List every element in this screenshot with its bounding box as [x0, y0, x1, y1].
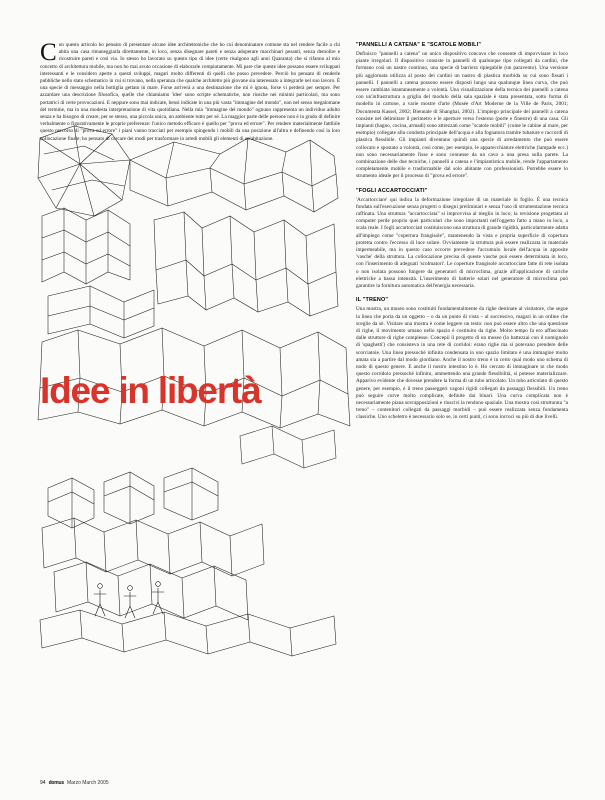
- section-body-treno: Una mostra, un museo sono costituiti fondamentalmente da righe destinate al visitatore, che segue la linea che porta da un oggetto – o da un punto di vista – al successivo, magari in un ordine che sceglie da sé. Visitare una mostra è come leggere un testo: non può essere altro che una questione di righe, il movimento umano nello spazio è costituito da righe. Molto tempo fa ero affascinato dalle strutture di righe complesse. Concepii il progetto di un museo (lo battezzai con il nomignolo di 'spaghetti') che consisteva in una rete di corridoi: erano righe ma si potevano prendere delle scorciatoie. Una linea pressoché infinita condensata in uno spazio limitato è una immagine molto amata sia a partire dal modo giordiano. Anche il nostro treno è in certo qual modo uno schema di nodo di questo genere. E anche il nostro intestino lo è. Ho cercato di immaginare in che modo questo corridoio pressoché infinito, ammettendo una grande flessibilità, si potesse materializzare. Apparivo evidente che dovesse prendere la forma di un tubo articolato. Un tubo articolato di questo genere, per esempio, è il treno passeggeri vagoni rigidi collegati da passaggi flessibili. Un treno può seguire curve molto complicate, definite dai binari. Una curva complicata non è necessariamente piana sovrapposizioni e riuscivi la rendono spaziale. Una mostra così strutturata "a treno" – contenitori collegati da passaggi morbidi – può essere realizzata senza fondamenta classiche. Uno scheletro è necessario solo se, in certi punti, ci sono incroci su più di due livelli.: [356, 306, 568, 421]
- issue-date: Marzo March 2005: [66, 780, 109, 786]
- section-body-fogli: 'Accartocciare' qui indica la deformazione irregolare di un materiale in foglio. È una tecnica fondata sull'esecuzione senza progetti o disegni preliminari e senza l'uso di strumentazione tecnica raffinata. Una struttura "accartocciata" si improvvisa al meglio in loco; la revisione progettata al computer perde proprio quei particolari che sono importanti nell'oggetto fatto a mano in loco, a scala reale. I fogli accartocciati costituiscono una struttura di grande rigidità, particolarmente adatta all'impiego come "copertura frangisole", mantenendo la vista e propria superficie di copertura protetta contro l'eccesso di luce solare. Ovviamente la struttura può essere realizzata in materiale impermeabile, ma in questo caso occorre prevedere l'accumulo locale dell'acqua in apposite 'vasche' della struttura. La collocazione precisa di queste vasche può essere determinata in loco, con l'inserimento di adeguati 'scolmatori'. Le coperture frangisole accartocciate fatte di rete isolata o non isolata possono fungere da generatori di microclima, grazie all'applicazione di cariche elettriche a bassa intensità. L'inserimento di batterie solari nel generatore di microclima può garantire la fornitura automatica dell'energia necessaria.: [356, 196, 568, 290]
- drop-cap: C: [40, 39, 57, 66]
- section-body-pannelli: Definisco "pannelli a catena" un unico dispositivo concavo che consente di impovvisare in loco piante irregolari. Il dispositivo consiste in pannelli di qualunque tipo collegati da cardini, che formano così un nastro continuo, una specie di barriera ripiegabile (un paravento). Una versione più aggiornata utilizza al posto dei cardini un nastro di plastica morbida su cui sono fissati i pannelli. I pannelli a catena possono essere disposti lungo una qualunque linea curva, che può essere cambiata istantaneamente a volontà. Una visualizzazione della tecnica dei pannelli a catena con un'infrastruttura a griglia del modulo della sala spaziale è stata presentata, sotto forma di modello in cartone, a varie mostre d'arte (Musée d'Art Moderne de la Ville de Paris, 2001; Documenta Kassel, 2002; Biennale di Shanghai, 2002). L'impiego principale dei pannelli a catena consiste nel delimitare il perimetro e le aperture verso l'esterno (porte e finestre) di una casa. Gli impianti (bagno, cucina, armadi) sono attrezzati come "scatole mobili" (come le cabine al mare, per esempio) collegate alla condotta principale dell'acqua e alla fognatura tramite tubature e raccordi di plastica flessibile. Gli impianti diventano quindi una specie di arredamento che può essere collocato e spostato a volontà, così come, per esempio, le apparecchiature elettriche (lampade ecc.) non sono necessariamente fisse e sono connesse da un cavo a una presa sulla parete. La combinazione delle due tecniche, i pannelli a catena e l'impiantistica mobile, rende l'appartamento completamente mobile e trasformabile dal solo abitante con professionisti. Potrebbe essere lo strumento ideale per il processo di "prova ed errore".: [356, 51, 568, 180]
- right-column: [356, 42, 568, 426]
- folio-number: 94: [40, 780, 46, 786]
- section-heading-fogli: "FOGLI ACCARTOCCIATI": [356, 187, 428, 194]
- section-heading-treno: IL "TRENO": [356, 297, 389, 304]
- page-title: Idee in libertà: [40, 370, 261, 411]
- page-footer: [40, 780, 109, 786]
- left-intro-text: on questo articolo ho pensato di presentare alcune idee architettoniche che ho cui denominatore comune sta nel rendere facile a chi abita una casa rimaneggiarla direttamente, in loco, senza disegnare pareti e senza adoperare macchinari pesanti, senza demolire e ricostruire pareti e così via. Io stesso ho lavorato su questo tipo di idee (certe risalgono agli anni Quaranta) che si rifanno al mio concetto di architettura mobile, ma non ho mai avuto occasione di elaborarle compiutamente. Mi pare che queste idee possano essere sviluppati interessanti e le considero aperte a questi sviluppi, magari molto differenti di quelli che posso prevedere. Perciò ho pensato di renderle pubbliche nello stato schematico in cui si trovano, nella speranza che qualche architetto più giovane sia interessato a integrarle nel suo lavoro. È una specie di messaggio nella bottiglia gettato in mare. Forse arriverà a una destinazione che mi è ignota, forse vi perderà per sempre. Per azzardare una descrizione filosofica, quelle che chiamiamo 'idee' sono scripte schematiche, non riusche nei minimi particolari, ma sono portatrici di certe provocazioni. E neppure sono mai indicate, bensì indicate in una più vasta "immagine del mondo", non nel senso megalomane del termine, ma in una modesta interpretazione di vita quotidiana. Nella mia "immagine del mondo" ognuno rappresenta un individuo adulto senza e ha bisogno di creare, per se stesso, una piccola unica, un ambiente tutto per sé. La maggior parte delle persone non è in grado di definire verbalmente o figurativamente le proprie preferenze: l'unico metodo efficace è quello per "prova ed errore". Per rendere materialmente fattibile questo percorso di "prova ed errore" i piani vanno tracciati per esempio spingendo i mobili da una posizione all'altra e definendo così la loro collocazione finale; ho pensato di cercare dei modi per trasformare in arredi mobili gli elementi di un'abitazione.: [40, 42, 340, 142]
- magazine-brand: domus: [48, 780, 64, 786]
- section-heading-pannelli: "PANNELLI A CATENA" E "SCATOLE MOBILI": [356, 42, 482, 48]
